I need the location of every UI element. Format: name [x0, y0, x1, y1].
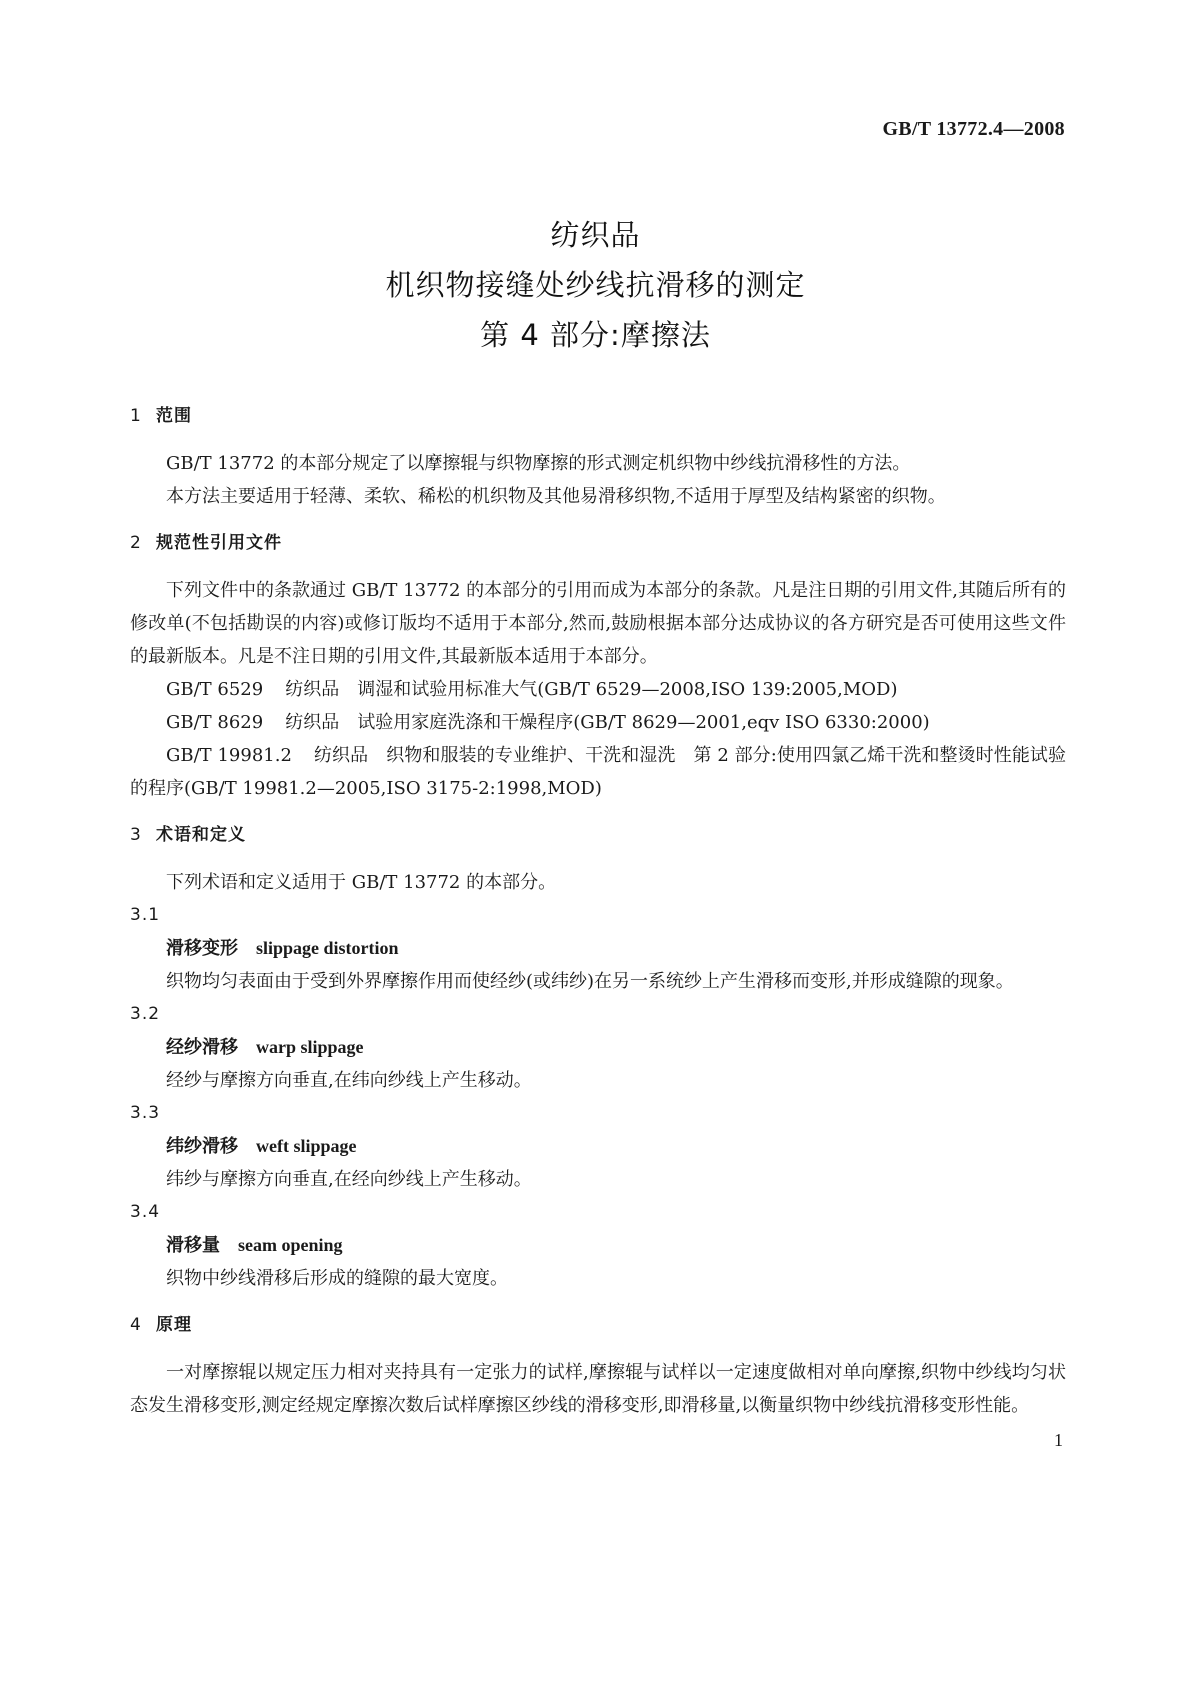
- section-title: 原理: [156, 1315, 192, 1335]
- page-number: 1: [1054, 1430, 1063, 1450]
- document-title: [0, 210, 1191, 360]
- term-definition: 经纱与摩擦方向垂直,在纬向纱线上产生移动。: [166, 1070, 532, 1091]
- paragraph: 下列文件中的条款通过 GB/T 13772 的本部分的引用而成为本部分的条款。凡是注日期的引用文件,其随后所有的修改单(不包括勘误的内容)或修订版均不适用于本部分,然而,鼓励根据本部分达成协议的各方研究是否可使用这些文件的最新版本。凡是不注日期的引用文件,其最新版本适用于本部分。: [130, 580, 1066, 667]
- section-heading-principle: [130, 1309, 1066, 1342]
- reference-text: 纺织品 调湿和试验用标准大气(GB/T 6529—2008,ISO 139:2005,MOD): [285, 679, 898, 700]
- standard-code: GB/T 13772.4—2008: [882, 118, 1065, 140]
- term-definition: 纬纱与摩擦方向垂直,在经向纱线上产生移动。: [166, 1169, 532, 1190]
- title-line-1: 纺织品: [550, 218, 641, 252]
- term-title: [130, 1130, 1066, 1163]
- term-number: 3.3: [130, 1103, 161, 1123]
- term-definition: 织物均匀表面由于受到外界摩擦作用而使经纱(或纬纱)在另一系统纱上产生滑移而变形,并形成缝隙的现象。: [166, 971, 1014, 992]
- term-definition: 织物中纱线滑移后形成的缝隙的最大宽度。: [166, 1268, 508, 1289]
- reference-item: [130, 706, 1066, 739]
- term-zh: 滑移变形: [166, 938, 238, 959]
- section-title: 范围: [156, 406, 192, 426]
- section-heading-scope: [130, 400, 1066, 433]
- paragraph: 本方法主要适用于轻薄、柔软、稀松的机织物及其他易滑移织物,不适用于厚型及结构紧密的织物。: [166, 486, 946, 507]
- paragraph: 一对摩擦辊以规定压力相对夹持具有一定张力的试样,摩擦辊与试样以一定速度做相对单向摩擦,织物中纱线均匀状态发生滑移变形,测定经规定摩擦次数后试样摩擦区纱线的滑移变形,即滑移量,以衡量织物中纱线抗滑移变形性能。: [130, 1362, 1066, 1416]
- term-zh: 经纱滑移: [166, 1037, 238, 1058]
- term-en: weft slippage: [256, 1136, 357, 1156]
- section-number: 2: [130, 533, 142, 553]
- reference-text: 纺织品 试验用家庭洗涤和干燥程序(GB/T 8629—2001,eqv ISO 6330:2000): [285, 712, 930, 733]
- term-number: 3.2: [130, 1004, 161, 1024]
- section-number: 4: [130, 1315, 142, 1335]
- reference-code: GB/T 6529: [166, 679, 264, 700]
- term-en: slippage distortion: [256, 938, 399, 958]
- section-title: 规范性引用文件: [156, 533, 282, 553]
- term-title: [130, 932, 1066, 965]
- section-heading-terms: [130, 819, 1066, 852]
- section-title: 术语和定义: [156, 825, 246, 845]
- section-heading-normative-references: [130, 527, 1066, 560]
- term-zh: 纬纱滑移: [166, 1136, 238, 1157]
- section-number: 3: [130, 825, 142, 845]
- document-body: [130, 400, 1066, 1422]
- paragraph: GB/T 13772 的本部分规定了以摩擦辊与织物摩擦的形式测定机织物中纱线抗滑移性的方法。: [166, 453, 911, 474]
- reference-item: [130, 673, 1066, 706]
- term-number: 3.1: [130, 905, 161, 925]
- reference-code: GB/T 8629: [166, 712, 264, 733]
- reference-code: GB/T 19981.2: [166, 745, 292, 766]
- title-line-3: 第 4 部分:摩擦法: [480, 318, 711, 352]
- paragraph: 下列术语和定义适用于 GB/T 13772 的本部分。: [166, 872, 557, 893]
- reference-text: 纺织品 织物和服装的专业维护、干洗和湿洗 第 2 部分:使用四氯乙烯干洗和整烫时性能试验的程序(GB/T 19981.2—2005,ISO 3175-2:1998,MOD): [130, 745, 1066, 799]
- term-en: warp slippage: [256, 1037, 364, 1057]
- term-title: [130, 1229, 1066, 1262]
- term-en: seam opening: [238, 1235, 343, 1255]
- term-title: [130, 1031, 1066, 1064]
- term-number: 3.4: [130, 1202, 161, 1222]
- reference-item: [130, 739, 1066, 805]
- title-line-2: 机织物接缝处纱线抗滑移的测定: [385, 268, 806, 302]
- term-zh: 滑移量: [166, 1235, 220, 1256]
- section-number: 1: [130, 406, 142, 426]
